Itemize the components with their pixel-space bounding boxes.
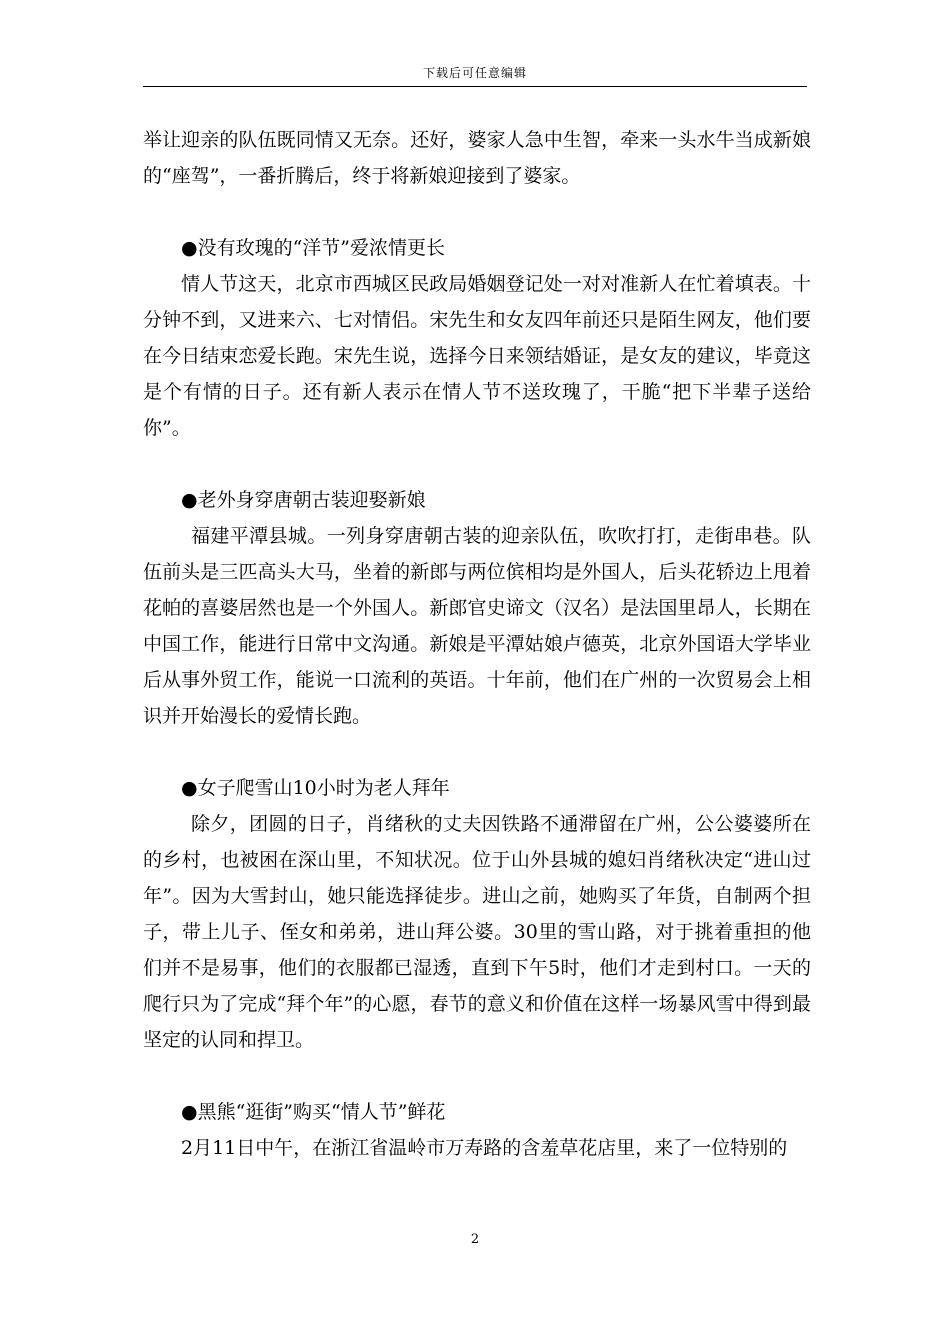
header-rule (143, 86, 807, 87)
paragraph-continued: 举让迎亲的队伍既同情又无奈。还好，婆家人急中生智，牵来一头水牛当成新娘的“座驾”，一番折腾后，终于将新娘迎接到了婆家。 (143, 129, 811, 187)
section-gap (143, 734, 811, 770)
paragraph-1: 情人节这天，北京市西城区民政局婚姻登记处一对对准新人在忙着填表。十分钟不到，又进来六、七对情侣。宋先生和女友四年前还只是陌生网友，他们要在今日结束恋爱长跑。宋先生说，选择今日来领结婚证，是女友的建议，毕竟这是个有情的日子。还有新人表示在情人节不送玫瑰了，干脆“把下半辈子送给你”。 (143, 273, 811, 439)
section-gap (143, 446, 811, 482)
page-number: 2 (470, 1232, 480, 1247)
document-body (143, 122, 811, 1166)
paragraph-3: 除夕，团圆的日子，肖绪秋的丈夫因铁路不通滞留在广州，公公婆婆所在的乡村，也被困在深山里，不知状况。位于山外县城的媳妇肖绪秋决定“进山过年”。因为大雪封山，她只能选择徒步。进山之前，她购买了年货，自制两个担子，带上儿子、侄女和弟弟，进山拜公婆。30里的雪山路，对于挑着重担的他们并不是易事，他们的衣服都已湿透，直到下午5时，他们才走到村口。一天的爬行只为了完成“拜个年”的心愿，春节的意义和价值在这样一场暴风雪中得到最坚定的认同和捍卫。 (143, 813, 811, 1051)
section-gap (143, 194, 811, 230)
section-gap (143, 1058, 811, 1094)
paragraph-2: 福建平潭县城。一列身穿唐朝古装的迎亲队伍，吹吹打打，走街串巷。队伍前头是三匹高头大马，坐着的新郎与两位傧相均是外国人，后头花轿边上甩着花帕的喜婆居然也是一个外国人。新郎官史谛文（汉名）是法国里昂人，长期在中国工作，能进行日常中文沟通。新娘是平潭姑娘卢德英，北京外国语大学毕业后从事外贸工作，能说一口流利的英语。十年前，他们在广州的一次贸易会上相识并开始漫长的爱情长跑。 (143, 525, 811, 727)
section-heading-1: ●没有玫瑰的“洋节”爱浓情更长 (181, 237, 446, 259)
section-heading-4: ●黑熊“逛街”购买“情人节”鲜花 (181, 1101, 446, 1123)
paragraph-4: 2月11日中午，在浙江省温岭市万寿路的含羞草花店里，来了一位特别的 (181, 1137, 788, 1159)
page-header: 下载后可任意编辑 (422, 66, 527, 80)
section-heading-3: ●女子爬雪山10小时为老人拜年 (181, 777, 450, 799)
section-heading-2: ●老外身穿唐朝古装迎娶新娘 (181, 489, 426, 511)
